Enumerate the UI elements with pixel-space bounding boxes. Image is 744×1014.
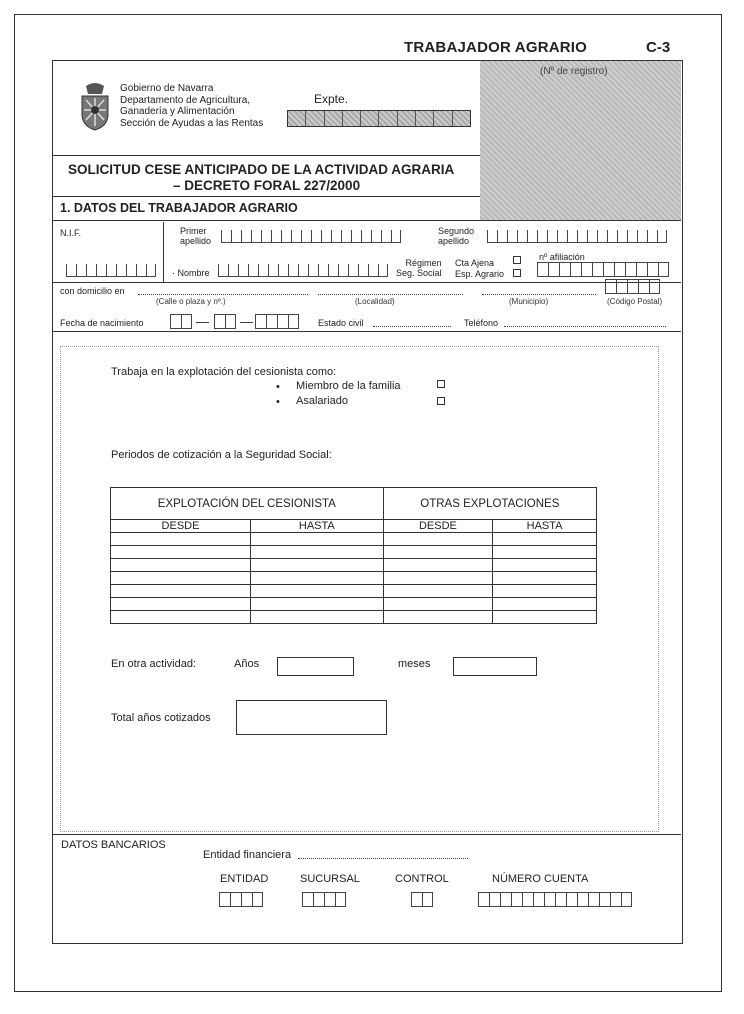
table-cell[interactable] [383,533,493,546]
table-cell[interactable] [111,533,251,546]
table-row [111,533,597,546]
form-title: TRABAJADOR AGRARIO [404,39,588,56]
label-line: apellido [438,236,470,246]
miembro-familia-label: Miembro de la familia [296,380,401,392]
divider [52,220,681,221]
municipio-line[interactable] [482,294,596,295]
estado-civil-line[interactable] [373,326,451,327]
control-input[interactable] [411,892,433,907]
telefono-label: Teléfono [464,318,499,328]
nif-input[interactable] [66,264,156,277]
fecha-nacimiento-label: Fecha de nacimiento [60,318,144,328]
table-cell[interactable] [383,598,493,611]
government-header [120,83,263,129]
solicitud-title-line1: SOLICITUD CESE ANTICIPADO DE LA ACTIVIDAD AGRARIA [68,162,455,177]
table-cell[interactable] [251,546,384,559]
calle-line[interactable] [138,294,308,295]
periodos-label: Periodos de cotización a la Seguridad Social: [111,449,332,461]
table-cell[interactable] [251,585,384,598]
calle-hint: (Calle o plaza y nº.) [156,297,226,306]
label-line: Segundo [438,226,475,236]
table-cell[interactable] [251,533,384,546]
codigo-postal-hint: (Código Postal) [607,297,663,306]
municipio-hint: (Municipio) [509,297,549,306]
table-row [111,611,597,624]
col-desde: DESDE [383,520,493,533]
primer-apellido-label [180,226,211,246]
domicilio-label: con domicilio en [60,286,125,296]
divider [163,222,164,282]
gov-line: Ganadería y Alimentación [120,106,235,117]
telefono-line[interactable] [504,326,666,327]
divider [52,834,681,835]
control-label: CONTROL [395,873,449,885]
fecha-mes-input[interactable] [214,314,236,329]
table-row [111,598,597,611]
table-cell[interactable] [251,611,384,624]
table-cell[interactable] [383,585,493,598]
table-row [111,546,597,559]
table-cell[interactable] [493,598,597,611]
numero-cuenta-input[interactable] [478,892,632,907]
segundo-apellido-label [438,226,474,246]
numero-cuenta-label: NÚMERO CUENTA [492,873,589,885]
anos-input[interactable] [277,657,354,676]
estado-civil-label: Estado civil [318,318,364,328]
table-cell[interactable] [383,572,493,585]
miembro-familia-checkbox[interactable] [437,380,445,388]
nombre-label: · Nombre [172,268,210,278]
table-cell[interactable] [493,611,597,624]
label-line: Primer [180,226,207,236]
sucursal-input[interactable] [302,892,346,907]
divider [52,331,681,332]
localidad-line[interactable] [318,294,463,295]
entidad-input[interactable] [219,892,263,907]
solicitud-title-line2: – DECRETO FORAL 227/2000 [173,178,361,193]
group-header-cesionista: EXPLOTACIÓN DEL CESIONISTA [111,488,384,520]
cta-ajena-checkbox[interactable] [513,256,521,264]
otra-actividad-label: En otra actividad: [111,658,196,670]
group-header-otras: OTRAS EXPLOTACIONES [383,488,596,520]
registro-stamp-area [480,61,681,221]
table-cell[interactable] [251,598,384,611]
table-row [111,572,597,585]
afiliacion-input[interactable] [537,262,669,277]
segundo-apellido-input[interactable] [487,230,667,243]
col-desde: DESDE [111,520,251,533]
date-separator: — [240,314,253,329]
total-cotizados-input[interactable] [236,700,387,735]
asalariado-checkbox[interactable] [437,397,445,405]
option-bullet: • [276,381,280,393]
navarra-coat-of-arms-icon [78,82,112,132]
gov-line: Departamento de Agricultura, [120,94,251,106]
sucursal-label: SUCURSAL [300,873,360,885]
divider [52,282,681,283]
col-hasta: HASTA [251,520,384,533]
col-hasta: HASTA [493,520,597,533]
entidad-label: ENTIDAD [220,873,269,885]
table-cell[interactable] [383,546,493,559]
periodos-table [110,487,597,624]
anos-label: Años [234,658,260,670]
table-cell[interactable] [251,572,384,585]
label-line: Seg. Social [396,268,442,278]
primer-apellido-input[interactable] [221,230,401,243]
meses-input[interactable] [453,657,537,676]
table-cell[interactable] [383,559,493,572]
table-cell[interactable] [251,559,384,572]
label-line: apellido [180,236,212,246]
table-cell[interactable] [111,559,251,572]
trabaja-label: Trabaja en la explotación del cesionista como: [111,366,337,378]
registro-label: (Nº de registro) [540,66,608,77]
table-cell[interactable] [111,546,251,559]
meses-label: meses [398,658,431,670]
nif-label: N.I.F. [60,228,82,238]
expte-label: Expte. [314,92,349,106]
table-cell[interactable] [493,559,597,572]
table-cell[interactable] [493,585,597,598]
divider [52,155,480,156]
afiliacion-label: nº afiliación [539,252,585,262]
table-row [111,585,597,598]
label-line: Régimen [405,258,442,268]
section1-title: 1. DATOS DEL TRABAJADOR AGRARIO [60,201,298,215]
table-cell[interactable] [493,546,597,559]
table-cell[interactable] [111,572,251,585]
codigo-postal-input[interactable] [605,279,660,294]
datos-bancarios-title: DATOS BANCARIOS [61,839,166,851]
gov-line: Gobierno de Navarra [120,83,214,94]
entidad-financiera-line[interactable] [298,858,468,859]
form-code: C-3 [646,39,671,56]
localidad-hint: (Localidad) [355,297,395,306]
regimen-label [396,258,442,278]
total-cotizados-label: Total años cotizados [111,712,211,724]
date-separator: — [196,314,209,329]
esp-agrario-label: Esp. Agrario [455,269,505,279]
table-cell[interactable] [493,533,597,546]
entidad-financiera-label: Entidad financiera [203,849,292,861]
nombre-input[interactable] [218,264,388,277]
table-cell[interactable] [111,585,251,598]
table-cell[interactable] [111,611,251,624]
table-cell[interactable] [493,572,597,585]
asalariado-label: Asalariado [296,395,348,407]
fecha-ano-input[interactable] [255,314,299,329]
expte-input-cells[interactable] [287,110,471,127]
table-row [111,559,597,572]
fecha-dia-input[interactable] [170,314,192,329]
esp-agrario-checkbox[interactable] [513,269,521,277]
table-cell[interactable] [111,598,251,611]
table-cell[interactable] [383,611,493,624]
gov-line: Sección de Ayudas a las Rentas [120,117,264,129]
divider [52,196,480,197]
cta-ajena-label: Cta Ajena [455,258,495,268]
option-bullet: • [276,396,280,408]
